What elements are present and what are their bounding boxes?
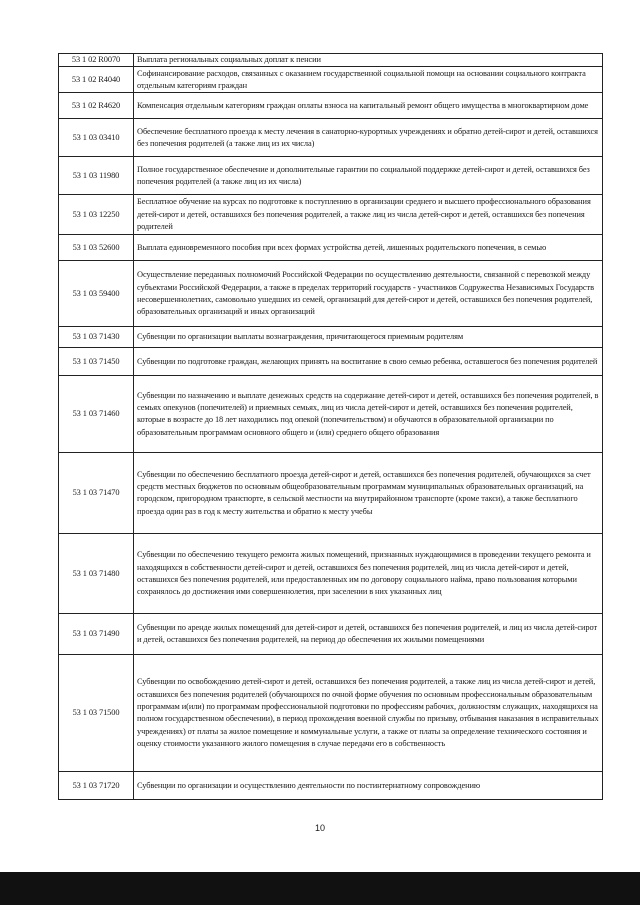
table-row [59,157,603,195]
row-description: Субвенции по организации выплаты вознаграждения, причитающегося приемным родителям [134,327,603,348]
table-row [59,261,603,327]
row-description: Субвенции по назначению и выплате денежных средств на содержание детей-сирот и детей, оставшихся без попечения родителей, в семьях опекунов (попечителей) и приемных семьях, лиц из числа детей-сирот и детей, оставшихся без попечения родителей, которые в возрасте до 18 лет находились под опекой (попечительством) и обучаются в образовательной организации по образовательным программам основного общего и (или) среднего общего образования [134,376,603,453]
table-row [59,327,603,348]
row-code: 53 1 03 52600 [59,235,134,261]
row-code: 53 1 03 12250 [59,195,134,235]
row-description: Осуществление переданных полномочий Российской Федерации по осуществлению деятельности, связанной с перевозкой между субъектами Российской Федерации, а также в пределах территорий государств - участников Содружества Независимых Государств несовершеннолетних, самовольно ушедших из семей, организаций для детей-сирот и детей, оставшихся без попечения родителей, образовательных организаций и иных организаций [134,261,603,327]
row-code: 53 1 03 71450 [59,348,134,376]
row-code: 53 1 02 R4040 [59,67,134,93]
table-row [59,614,603,655]
budget-classification-table [58,53,603,800]
row-code: 53 1 03 59400 [59,261,134,327]
row-description: Субвенции по освобождению детей-сирот и детей, оставшихся без попечения родителей, а также лиц из числа детей-сирот и детей, оставшихся без попечения родителей (обучающихся по очной форме обучения по основным профессиональным образовательным программам и(или) по программам профессиональной подготовки по профессиям рабочих, должностям служащих, находящихся на полном государственном обеспечении), в период прохождения военной службы по призыву, отбывания наказания в исправительных учреждениях) от платы за жилое помещение и коммунальные услуги, а также от платы за определение технического состояния и оценку стоимости указанного жилого помещения в случае передачи его в собственность [134,655,603,772]
row-code: 53 1 02 R4620 [59,93,134,119]
row-description: Полное государственное обеспечение и дополнительные гарантии по социальной поддержке детей-сирот и детей, оставшихся без попечения родителей (а также лиц из их числа) [134,157,603,195]
row-description: Субвенции по аренде жилых помещений для детей-сирот и детей, оставшихся без попечения родителей, и лиц из числа детей-сирот и детей, оставшихся без попечения родителей, на период до обеспечения их жилыми помещениями [134,614,603,655]
table-row [59,54,603,67]
row-code: 53 1 03 71480 [59,534,134,614]
row-code: 53 1 03 71430 [59,327,134,348]
row-description: Софинансирование расходов, связанных с оказанием государственной социальной помощи на основании социального контракта отдельным категориям граждан [134,67,603,93]
row-description: Субвенции по обеспечению текущего ремонта жилых помещений, признанных нуждающимися в проведении текущего ремонта и находящихся в собственности детей-сирот и детей, оставшихся без попечения родителей, лиц из числа детей-сирот и детей, оставшихся без попечения родителей, или предоставленных им по договору социального найма, право пользования которыми сохранялось до достижения ими совершеннолетия, при заселении в них указанных лиц [134,534,603,614]
row-code: 53 1 02 R0070 [59,54,134,67]
row-description: Обеспечение бесплатного проезда к месту лечения в санаторно-курортных учреждениях и обратно детей-сирот и детей, оставшихся без попечения родителей (а также лиц из их числа) [134,119,603,157]
table-row [59,772,603,800]
table-row [59,376,603,453]
row-description: Субвенции по обеспечению бесплатного проезда детей-сирот и детей, оставшихся без попечения родителей, обучающихся за счет средств местных бюджетов по основным общеобразовательным программам муниципальных образовательных организаций, на городском, пригородном транспорте, в сельской местности на внутрирайонном транспорте (кроме такси), а также бесплатного проезда один раз в год к месту жительства и обратно к месту учебы [134,453,603,534]
row-code: 53 1 03 71720 [59,772,134,800]
scan-edge-bar [0,872,640,905]
table-row [59,119,603,157]
row-code: 53 1 03 71500 [59,655,134,772]
row-code: 53 1 03 71490 [59,614,134,655]
row-description: Бесплатное обучение на курсах по подготовке к поступлению в организации среднего и высшего профессионального образования детей-сирот и детей, оставшихся без попечения родителей, а также лиц из числа детей-сирот и детей, оставшихся без попечения родителей [134,195,603,235]
table-row [59,534,603,614]
row-code: 53 1 03 11980 [59,157,134,195]
table-row [59,235,603,261]
row-code: 53 1 03 71470 [59,453,134,534]
table-row [59,348,603,376]
row-code: 53 1 03 03410 [59,119,134,157]
row-description: Компенсация отдельным категориям граждан оплаты взноса на капитальный ремонт общего имущества в многоквартирном доме [134,93,603,119]
table-row [59,453,603,534]
table-row [59,93,603,119]
table-row [59,195,603,235]
row-code: 53 1 03 71460 [59,376,134,453]
row-description: Субвенции по подготовке граждан, желающих принять на воспитание в свою семью ребенка, оставшегося без попечения родителей [134,348,603,376]
table-row [59,67,603,93]
row-description: Выплата региональных социальных доплат к пенсии [134,54,603,67]
row-description: Выплата единовременного пособия при всех формах устройства детей, лишенных родительского попечения, в семью [134,235,603,261]
table-row [59,655,603,772]
page-number: 10 [314,823,325,833]
row-description: Субвенции по организации и осуществлению деятельности по постинтернатному сопровождению [134,772,603,800]
